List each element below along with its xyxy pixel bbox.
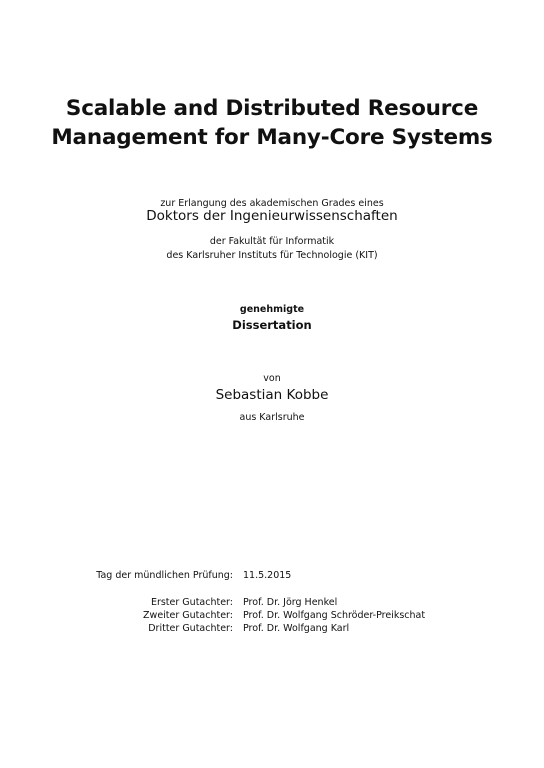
author-origin: aus Karlsruhe: [239, 412, 305, 423]
degree-intro: zur Erlangung des akademischen Grades eines: [160, 198, 384, 209]
exam-date-value: 11.5.2015: [243, 570, 292, 581]
exam-date-label: Tag der mündlichen Prüfung:: [96, 570, 233, 581]
author-name: Sebastian Kobbe: [215, 387, 329, 403]
title-line-2: Management for Many-Core Systems: [51, 125, 493, 150]
reviewer-name: Prof. Dr. Jörg Henkel: [243, 597, 338, 608]
reviewer-label: Dritter Gutachter:: [148, 623, 233, 634]
title-line-1: Scalable and Distributed Resource: [65, 96, 479, 121]
faculty-line-2: des Karlsruher Instituts für Technologie (KIT): [166, 250, 378, 261]
dissertation-title: [0, 94, 544, 152]
faculty-line-1: der Fakultät für Informatik: [209, 236, 335, 247]
reviewer-name: Prof. Dr. Wolfgang Karl: [243, 623, 350, 634]
degree-name: Doktors der Ingenieurwissenschaften: [146, 208, 398, 224]
reviewer-name: Prof. Dr. Wolfgang Schröder-Preikschat: [243, 610, 426, 621]
from-label: von: [263, 373, 281, 384]
document-type: Dissertation: [232, 318, 312, 332]
approved-label: genehmigte: [239, 304, 305, 315]
reviewer-label: Zweiter Gutachter:: [143, 610, 233, 621]
reviewer-label: Erster Gutachter:: [150, 597, 233, 608]
